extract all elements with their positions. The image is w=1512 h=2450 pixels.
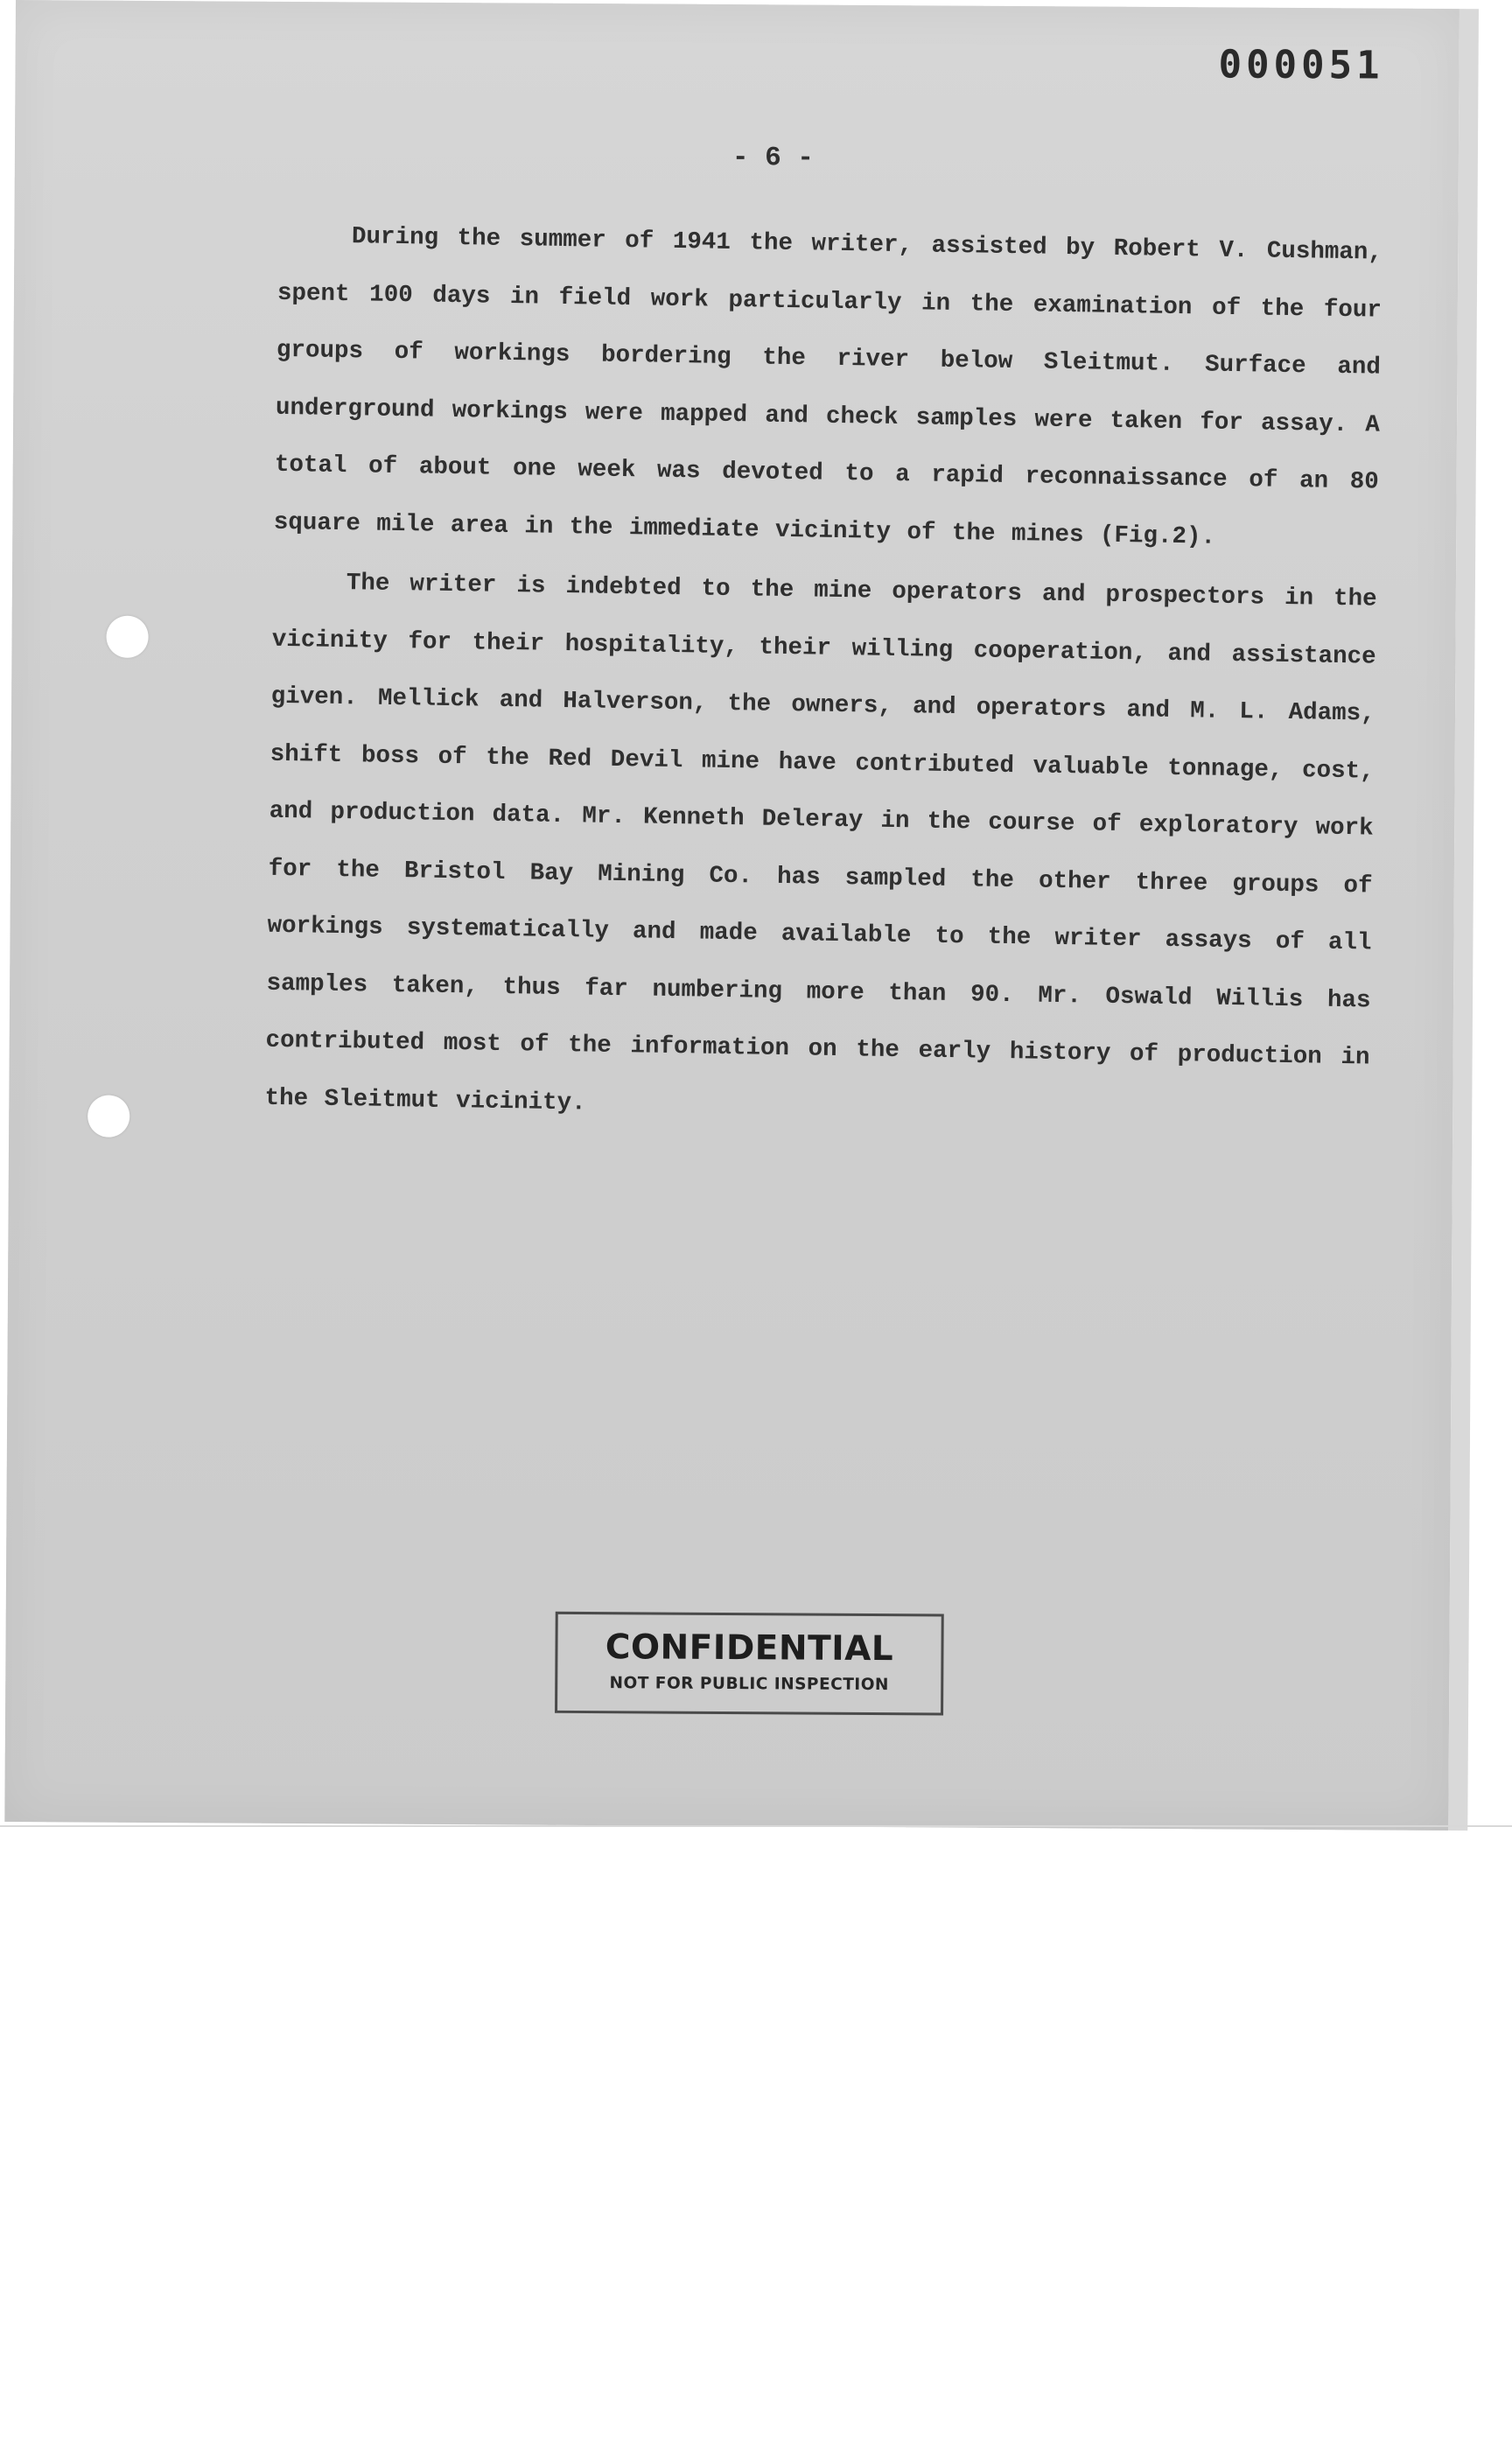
stamp-subtitle: NOT FOR PUBLIC INSPECTION: [609, 1674, 890, 1695]
page-number: - 6 -: [732, 143, 815, 174]
body-text: [264, 207, 1382, 1147]
scan-edge: [0, 1825, 1512, 1827]
stamp-title: CONFIDENTIAL: [605, 1628, 894, 1670]
punch-hole-top: [106, 616, 148, 658]
paragraph-acknowledgements: The writer is indebted to the mine operators and prospectors in the vicinity for their hospitality, their willing cooperation, and assistance given. Mellick and Halverson, the owners, and operators and M. L. Adams, shift boss of the Red Devil mine have contributed valuable tonnage, cost, and production data. Mr. Kenneth Deleray in the course of exploratory work for the Bristol Bay Mining Co. has sampled the other three groups of workings systematically and made available to the writer assays of all samples taken, thus far numbering more than 90. Mr. Oswald Willis has contributed most of the information on the early history of production in the Sleitmut vicinity.: [264, 570, 1377, 1116]
confidential-stamp: [555, 1612, 944, 1716]
punch-hole-bottom: [88, 1096, 130, 1138]
paragraph-fieldwork: During the summer of 1941 the writer, assisted by Robert V. Cushman, spent 100 days in field work particularly in the examination of the four groups of workings bordering the river below Sleitmut. Surface and underground workings were mapped and check samples were taken for assay. A total of about one week was devoted to a rapid reconnaissance of an 80 square mile area in the immediate vicinity of the mines (Fig.2).: [273, 223, 1383, 551]
document-number: 000051: [1218, 42, 1384, 88]
scanned-page: [4, 0, 1460, 1830]
